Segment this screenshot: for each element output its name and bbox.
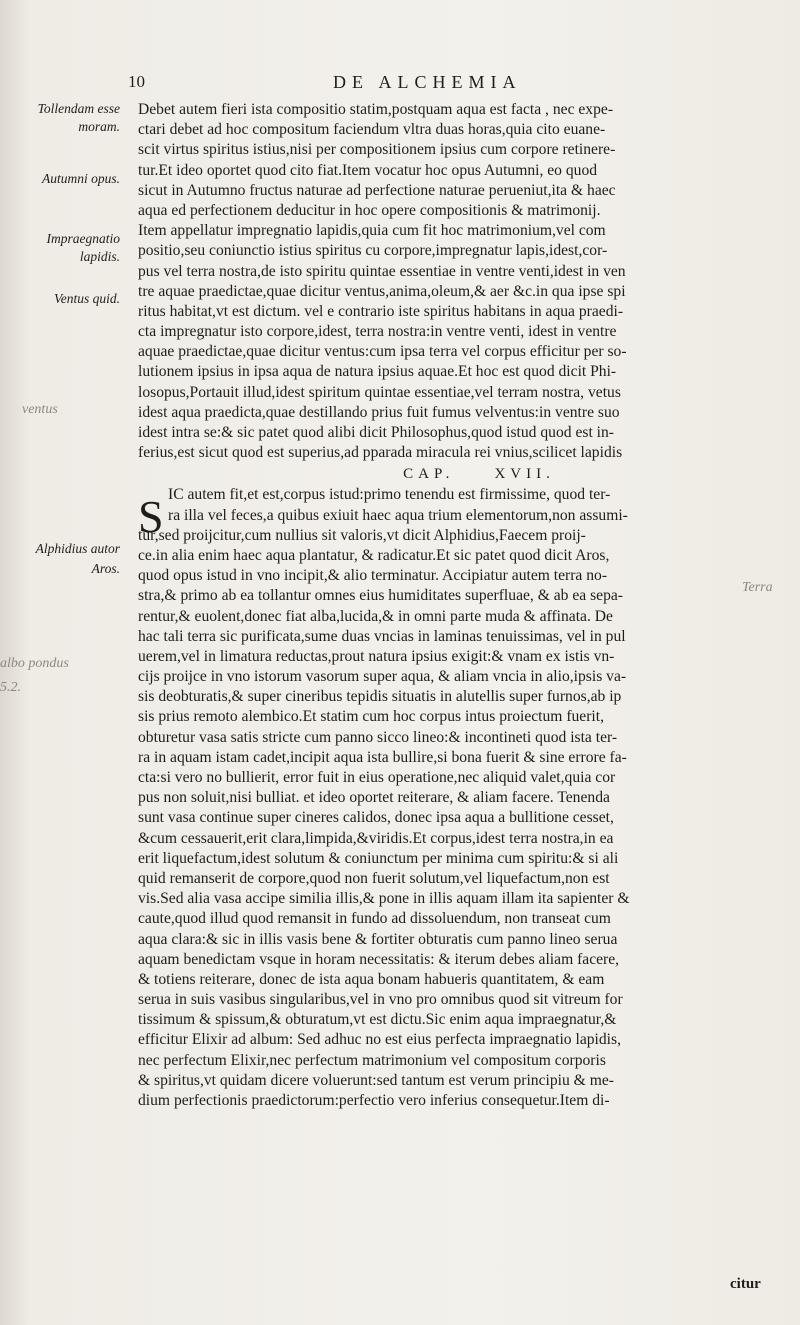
handwritten-note-albo: albo pondus bbox=[0, 656, 69, 671]
text-line: uerem,vel in limatura reductas,prout natura ipsius exigit:& vnam ex istis vn- bbox=[138, 647, 615, 665]
text-line: ritus habitat,vt est dictum. vel e contrario iste spiritus habitans in aqua praedi- bbox=[138, 302, 624, 320]
page-number: 10 bbox=[128, 72, 145, 91]
margin-note-ventus: Ventus quid. bbox=[54, 291, 120, 306]
chapter-number: XVII. bbox=[494, 466, 555, 483]
margin-note-aros: Aros. bbox=[91, 561, 120, 576]
text-line: aqua ed perfectionem deducitur in hoc opere compositionis & matrimonij. bbox=[138, 201, 601, 219]
text-line: tre aquae praedictae,quae dicitur ventus,anima,oleum,& aer &c.in qua ipse spi bbox=[138, 282, 626, 300]
running-title: DE ALCHEMIA bbox=[333, 72, 522, 92]
text-line: dium perfectionis praedictorum:perfectio vero inferius consequetur.Item di- bbox=[138, 1092, 610, 1109]
text-line: hac tali terra sic purificata,sume duas vncias in laminas tenuissimas, vel in pul bbox=[138, 627, 626, 645]
text-line: pus vel terra nostra,de isto spiritu quintae essentiae in ventre venti,idest in ven bbox=[138, 262, 626, 280]
margin-note-autumni: Autumni opus. bbox=[41, 171, 120, 186]
text-line: ferius,est sicut quod est superius,ad pparada miracula rei vnius,scilicet lapidis bbox=[138, 444, 623, 462]
text-line: idest aqua praedicta,quae destillando prius fuit fumus velventus:in ventre suo bbox=[138, 403, 620, 421]
text-line: stra,& primo ab ea tollantur omnes eius humiditates superfluae, & ab ea sepa- bbox=[138, 587, 623, 605]
text-line: aquae praedictae,quae dicitur ventus:cum ipsa terra vel corpus efficitur per so- bbox=[138, 343, 627, 361]
text-line: & totiens reiterare, donec de ista aqua bonam habueris quantitatem, & eam bbox=[138, 970, 605, 988]
text-line: quid remanserit de corpore,quod non fuerit solutum,vel liquefactum,non est bbox=[138, 869, 610, 887]
text-line: cta:si vero no bullierit, error fuit in eius operatione,nec aliquid valet,quia cor bbox=[138, 769, 616, 786]
text-line: &cum cessauerit,erit clara,limpida,&viridis.Et corpus,idest terra nostra,in ea bbox=[138, 829, 614, 847]
text-line: IC autem fit,et est,corpus istud:primo tenendu est firmissime, quod ter- bbox=[168, 486, 611, 504]
main-text-block bbox=[138, 100, 790, 1111]
text-line: scit virtus spiritus istius,nisi per compositionem ipsius cum corpore retinere- bbox=[138, 141, 616, 159]
text-line: sicut in Autumno fructus naturae ad perfectione naturae perueniut,ita & haec bbox=[138, 181, 616, 199]
text-line: idest intra se:& sic patet quod alibi dicit Philosophus,quod istud quod est in- bbox=[138, 424, 615, 441]
text-line: & spiritus,vt quidam dicere voluerunt:sed tantum est verum principiu & me- bbox=[138, 1071, 614, 1089]
handwritten-note-terra: Terra bbox=[742, 580, 773, 595]
margin-note-alphidius: Alphidius autor bbox=[35, 541, 120, 556]
text-line: losopus,Portauit illud,idest spiritum quintae essentiae,vel terram nostra, vetus bbox=[138, 383, 621, 401]
margin-note-tollendam: Tollendam esse moram. bbox=[37, 101, 120, 134]
handwritten-note-number: 5.2. bbox=[0, 680, 21, 695]
text-line: cijs proijce in vno istorum vasorum super aqua, & aliam vncia in alio,ipsis va- bbox=[138, 668, 627, 686]
text-line: lutionem ipsius in ipsa aqua de natura ipsius aquae.Et hoc est quod dicit Phi- bbox=[138, 363, 617, 381]
text-line: Item appellatur impregnatio lapidis,quia cum fit hoc matrimonium,vel com bbox=[138, 222, 606, 240]
running-header bbox=[128, 72, 548, 94]
text-line: quod opus istud in vno incipit,& alio terminatur. Accipiatur autem terra no- bbox=[138, 567, 608, 585]
text-line: ctari debet ad hoc compositum faciendum vltra duas horas,quia cito euane- bbox=[138, 121, 606, 139]
chapter-label: CAP. bbox=[403, 466, 455, 483]
text-line: tur,sed proijcitur,cum nullius sit valoris,vt dicit Alphidius,Faecem proij- bbox=[138, 526, 586, 544]
text-line: ce.in alia enim haec aqua plantatur, & radicatur.Et sic patet quod dicit Aros, bbox=[138, 546, 610, 564]
text-line: erit liquefactum,idest solutum & coniunctum per minima cum spiritu:& si ali bbox=[138, 849, 619, 867]
text-line: pus non soluit,nisi bulliat. et ideo oportet reiterare, & aliam facere. Tenenda bbox=[138, 789, 610, 807]
text-line: sis prius remoto alembico.Et statim cum hoc corpus intus proiectum fuerit, bbox=[138, 708, 604, 726]
text-line: aqua clara:& sic in illis vasis bene & fortiter obturatis cum panno lineo serua bbox=[138, 930, 618, 948]
text-line: obturetur vasa satis stricte cum panno sicco lineo:& incontineti quod ista ter- bbox=[138, 728, 618, 746]
text-line: aquam benedictam vsque in horam necessitatis: & iterum debes aliam facere, bbox=[138, 950, 620, 968]
handwritten-note-ventus: ventus bbox=[22, 402, 58, 417]
text-line: rentur,& euolent,donec fiat alba,lucida,& in omni parte muda & affinata. De bbox=[138, 607, 613, 625]
text-line: tissimum & spissum,& obturatum,vt est dictu.Sic enim aqua impraegnatur,& bbox=[138, 1011, 617, 1029]
text-line: tur.Et ideo oportet quod cito fiat.Item vocatur hoc opus Autumni, eo quod bbox=[138, 161, 598, 179]
text-line: positio,seu coniunctio istius spiritus cu corpore,impregnatur lapis,idest,cor- bbox=[138, 242, 608, 260]
text-line: cta impregnatur isto corpore,idest, terra nostra:in ventre venti, idest in ventre bbox=[138, 323, 617, 341]
drop-cap: S bbox=[138, 491, 164, 542]
text-line: efficitur Elixir ad album: Sed adhuc no est eius perfecta impraegnatio lapidis, bbox=[138, 1031, 621, 1049]
text-line: sunt vasa continue super cineres calidos, donec ipsa aqua a bullitione cesset, bbox=[138, 809, 614, 827]
text-line: ra illa vel feces,a quibus exiuit haec aqua trium elementorum,non assumi- bbox=[168, 506, 628, 524]
text-line: caute,quod illud quod remansit in fundo ad dissoluendum, non transeat cum bbox=[138, 910, 611, 928]
text-line: nec perfectum Elixir,nec perfectum matrimonium vel compositum corporis bbox=[138, 1051, 606, 1069]
text-line: sis deobturatis,& super cineribus tepidis situatis in alutellis super furnos,ab ip bbox=[138, 688, 622, 706]
text-line: vis.Sed alia vasa accipe similia illis,& pone in illis aquam illam ita sapienter & bbox=[138, 890, 630, 908]
text-line: Debet autem fieri ista compositio statim,postquam aqua est facta , nec expe- bbox=[138, 101, 614, 118]
margin-note-impraegnatio: Impraegnatio lapidis. bbox=[46, 231, 120, 264]
text-line: ra in aquam istam cadet,incipit aqua ista bullire,si bona fuerit & sine errore fa- bbox=[138, 748, 627, 766]
chapter-heading bbox=[168, 463, 790, 485]
text-line: serua in suis vasibus singularibus,vel in vno pro omnibus quod sit vitreum for bbox=[138, 991, 623, 1009]
catchword: citur bbox=[730, 1276, 761, 1292]
